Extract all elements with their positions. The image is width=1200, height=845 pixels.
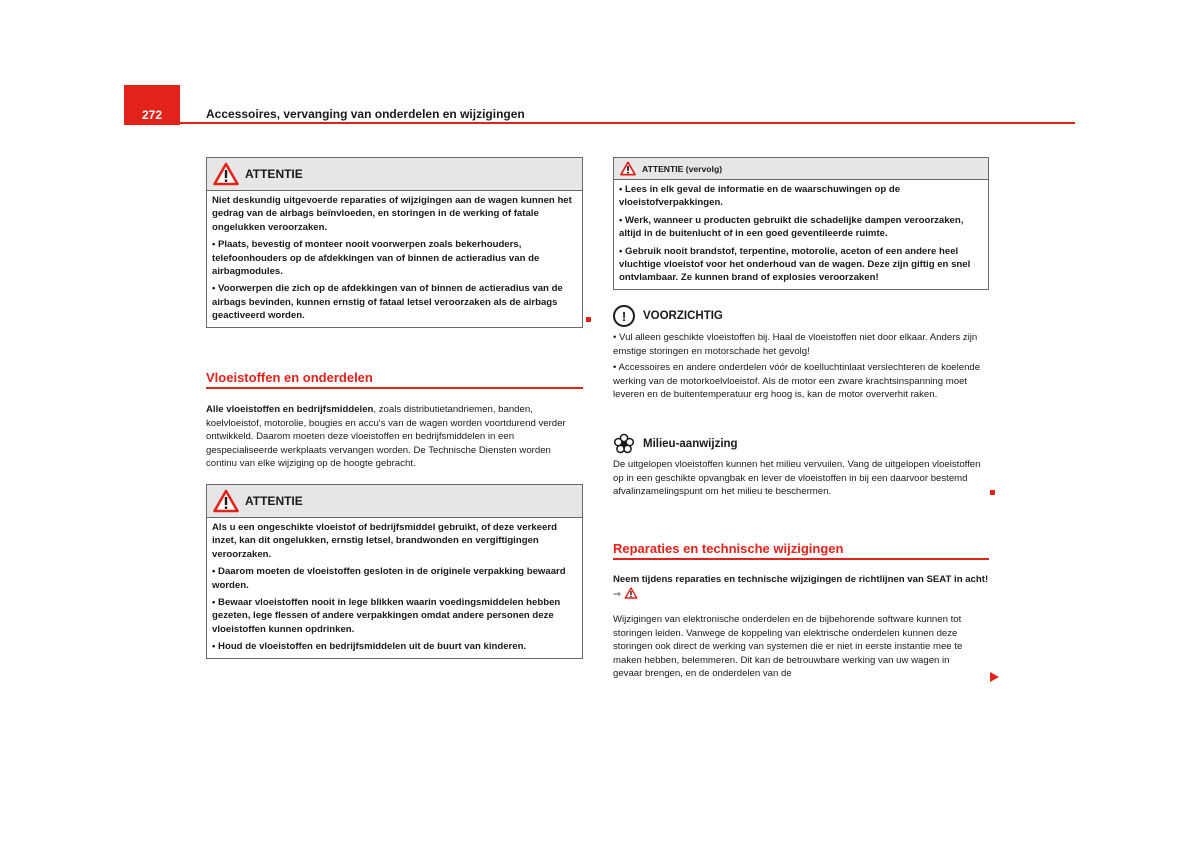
attentie-bullet: • Voorwerpen die zich op de afdekkingen van of binnen de actieradius van de airbags bevinden, kunnen ernstig of fataal letsel veroorzaken als de airbags geactiveerd worden. <box>212 282 576 322</box>
section-heading-vloeistoffen: Vloeistoffen en onderdelen <box>206 370 583 389</box>
reparaties-paragraph: Wijzigingen van elektronische onderdelen en de bijbehorende software kunnen tot storingen leiden. Vanwege de koppeling van elektrische onderdelen kunnen deze storingen ook direct de werking van systemen die er niet in eerste instantie mee te maken hebben, belemmeren. Dit kan de betrouwbare werking van uw wagen in gevaar brengen, en de onderdelen van de <box>613 614 963 680</box>
bold-text: Neem tijdens reparaties en technische wijzigingen de richtlijnen van SEAT in acht! <box>613 574 989 585</box>
chapter-title: Accessoires, vervanging van onderdelen en wijzigingen <box>206 107 525 121</box>
voorzichtig-bullet: • Accessoires en andere onderdelen vóór de koelluchtinlaat verslechteren de koelende werking van de motorkoelvloeistof. Als de motor een zware krachtsinspanning moet leveren en de buitentemperatuur erg hoog is, kan de motor oververhit raken. <box>613 361 989 402</box>
voorzichtig-title: VOORZICHTIG <box>643 310 723 322</box>
red-square-end-icon <box>586 317 591 322</box>
page-number: 272 <box>141 108 163 122</box>
attentie-vervolg-title: ATTENTIE (vervolg) <box>642 163 723 174</box>
warning-triangle-icon <box>624 587 638 599</box>
section-heading-reparaties: Reparaties en technische wijzigingen <box>613 541 989 560</box>
attentie-box-body <box>207 518 582 658</box>
attentie-box-airbags <box>206 157 583 328</box>
voorzichtig-heading <box>613 305 723 327</box>
attentie-bullet: • Houd de vloeistoffen en bedrijfsmiddelen uit de buurt van kinderen. <box>212 640 576 653</box>
header-rule <box>180 122 1075 124</box>
attentie-title: ATTENTIE <box>245 494 303 508</box>
continue-arrow-icon <box>990 672 999 682</box>
attentie-intro: Niet deskundig uitgevoerde reparaties of wijzigingen aan de wagen kunnen het gedrag van de airbags beïnvloeden, en storingen in de werking of fatale ongelukken veroorzaken. <box>212 195 572 233</box>
attentie-vervolg-box <box>613 157 989 290</box>
attentie-box-body <box>207 191 582 327</box>
section-paragraph-vloeistoffen <box>206 403 583 471</box>
reparaties-bold-paragraph <box>613 573 989 601</box>
attentie-box-body <box>614 180 988 289</box>
warning-triangle-icon <box>213 489 239 513</box>
reference-arrow: ⇒ <box>613 588 622 600</box>
attentie-bullet: • Werk, wanneer u producten gebruikt die schadelijke dampen veroorzaken, altijd in de buitenlucht of in een goed geventileerde ruimte. <box>619 214 982 241</box>
page-number-box <box>124 85 180 125</box>
attentie-title: ATTENTIE <box>245 167 303 181</box>
attentie-bullet: • Lees in elk geval de informatie en de waarschuwingen op de vloeistofverpakkingen. <box>619 183 982 210</box>
warning-triangle-icon <box>213 162 239 186</box>
attentie-bullet: • Bewaar vloeistoffen nooit in lege blikken waarin voedingsmiddelen hebben gezeten, lege flessen of andere verpakkingen omdat andere personen deze vloeistoffen kunnen opdrinken. <box>212 596 576 636</box>
milieu-heading <box>613 433 738 455</box>
voorzichtig-body <box>613 331 989 402</box>
paragraph-text: , zoals distributietandriemen, banden, koelvloeistof, motorolie, bougies en accu's van de wagen worden voortdurend verder ontwikkeld. Daarom moeten deze vloeistoffen en bedrijfsmiddelen in een gespecialiseerde werkplaats vervangen worden. De Technische Diensten worden continu van elke wijziging op de hoogte gebracht. <box>206 404 566 470</box>
attentie-bullet: • Gebruik nooit brandstof, terpentine, motorolie, aceton of een andere heel vluchtige vloeistof voor het onderhoud van de wagen. Deze zijn giftig en snel ontvlambaar. Ze kunnen brand of explosies veroorzaken! <box>619 245 982 285</box>
attentie-bullet: • Daarom moeten de vloeistoffen gesloten in de originele verpakking bewaard worden. <box>212 565 576 592</box>
attentie-bullet: • Plaats, bevestig of monteer nooit voorwerpen zoals bekerhouders, telefoonhouders op de afdekkingen van of binnen de actieradius van de airbagmodules. <box>212 238 576 278</box>
exclamation-circle-icon: ! <box>613 305 635 327</box>
milieu-text: De uitgelopen vloeistoffen kunnen het milieu vervuilen. Vang de uitgelopen vloeistoffen op in een geschikte opvangbak en lever de vloeistoffen in bij een daarvoor bestemd afvalinzamelingspunt om het milieu te beschermen. <box>613 459 981 498</box>
attentie-box-header <box>207 485 582 518</box>
attentie-box-header <box>614 158 988 180</box>
attentie-box-vloeistoffen <box>206 484 583 659</box>
attentie-box-header <box>207 158 582 191</box>
voorzichtig-bullet: • Vul alleen geschikte vloeistoffen bij. Haal de vloeistoffen niet door elkaar. Anders zijn emstige storingen en motorschade het gevolg! <box>613 331 989 358</box>
flower-icon <box>613 433 635 455</box>
red-square-end-icon <box>990 490 995 495</box>
warning-triangle-icon <box>620 161 636 176</box>
attentie-intro: Als u een ongeschikte vloeistof of bedrijfsmiddel gebruikt, of deze verkeerd inzet, kan dit ongelukken, ernstig letsel, brandwonden en vergiftigingen veroorzaken. <box>212 522 557 560</box>
bold-lead: Alle vloeistoffen en bedrijfsmiddelen <box>206 404 374 415</box>
milieu-title: Milieu-aanwijzing <box>643 438 738 450</box>
